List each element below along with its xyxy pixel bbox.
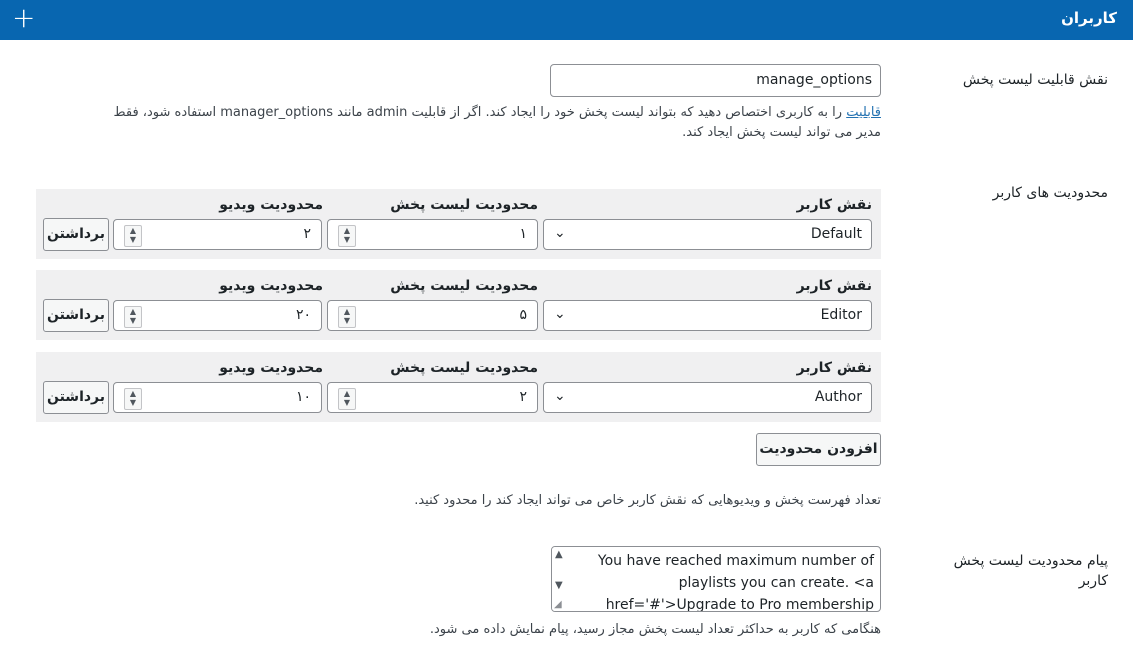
playlist-limit-value: ۵: [519, 307, 527, 323]
message-label: پیام محدودیت لیست پخش کاربر: [953, 553, 1108, 589]
capability-desc-line2: مدیر می تواند لیست پخش ایجاد کند.: [682, 125, 881, 140]
video-limit-input[interactable]: [113, 382, 322, 413]
role-select-value: Default: [810, 226, 862, 242]
role-select[interactable]: [543, 300, 872, 331]
col-video-header: محدودیت ویدیو: [219, 278, 323, 294]
add-icon[interactable]: +: [12, 1, 36, 34]
col-playlist-header: محدودیت لیست پخش: [390, 278, 538, 294]
capability-desc-text: را به کاربری اختصاص دهید که بتواند لیست پخش خود را ایجاد کند. اگر از قابلیت admin مانند manager_options استفاده شود، فقط: [113, 105, 847, 120]
col-video-header: محدودیت ویدیو: [219, 197, 323, 213]
video-limit-input[interactable]: [113, 219, 322, 250]
limits-label: محدودیت های کاربر: [992, 185, 1108, 201]
limit-row: [36, 270, 881, 340]
limit-row: [36, 352, 881, 422]
page-title: کاربران: [1061, 9, 1117, 27]
col-role-header: نقش کاربر: [796, 278, 872, 294]
chevron-down-icon: ⌄: [554, 306, 566, 322]
spinner-icon[interactable]: ▲ ▼: [124, 225, 142, 247]
role-select-value: Editor: [820, 307, 862, 323]
capability-link[interactable]: قابلیت: [846, 105, 881, 120]
message-text: You have reached maximum number of playlists you can create. <a href='#'>Upgrade to Pro membership: [597, 553, 874, 612]
col-playlist-header: محدودیت لیست پخش: [390, 360, 538, 376]
message-description: هنگامی که کاربر به حداکثر تعداد لیست پخش مجاز رسید، پیام نمایش داده می شود.: [429, 622, 881, 637]
spinner-icon[interactable]: ▲ ▼: [124, 388, 142, 410]
role-select-value: Author: [814, 389, 862, 405]
chevron-down-icon: ⌄: [554, 225, 566, 241]
playlist-limit-input[interactable]: [327, 382, 538, 413]
spinner-icon[interactable]: ▲ ▼: [338, 388, 356, 410]
col-playlist-header: محدودیت لیست پخش: [390, 197, 538, 213]
role-select[interactable]: [543, 219, 872, 250]
playlist-limit-value: ۱: [519, 226, 527, 242]
remove-button[interactable]: برداشتن: [43, 381, 109, 414]
playlist-limit-input[interactable]: [327, 300, 538, 331]
capability-label: نقش قابلیت لیست پخش: [962, 72, 1108, 88]
playlist-limit-input[interactable]: [327, 219, 538, 250]
header-bar: [0, 0, 1133, 40]
playlist-limit-value: ۲: [519, 389, 527, 405]
col-role-header: نقش کاربر: [796, 197, 872, 213]
limit-row: [36, 189, 881, 259]
col-video-header: محدودیت ویدیو: [219, 360, 323, 376]
scroll-down-icon[interactable]: ▼: [555, 580, 563, 591]
col-role-header: نقش کاربر: [796, 360, 872, 376]
role-select[interactable]: [543, 382, 872, 413]
chevron-down-icon: ⌄: [554, 388, 566, 404]
video-limit-value: ۲۰: [295, 307, 311, 323]
remove-button[interactable]: برداشتن: [43, 218, 109, 251]
capability-input[interactable]: manage_options: [550, 64, 881, 97]
capability-description: [40, 103, 881, 143]
scroll-up-icon[interactable]: ▲: [555, 549, 563, 560]
spinner-icon[interactable]: ▲ ▼: [338, 306, 356, 328]
add-limit-button[interactable]: افزودن محدودیت: [756, 433, 881, 466]
spinner-icon[interactable]: ▲ ▼: [124, 306, 142, 328]
video-limit-value: ۱۰: [295, 389, 311, 405]
message-textarea[interactable]: [551, 546, 881, 612]
spinner-icon[interactable]: ▲ ▼: [338, 225, 356, 247]
remove-button[interactable]: برداشتن: [43, 299, 109, 332]
video-limit-input[interactable]: [113, 300, 322, 331]
limits-description: تعداد فهرست پخش و ویدیوهایی که نقش کاربر خاص می تواند ایجاد کند را محدود کنید.: [414, 493, 881, 508]
video-limit-value: ۲: [303, 226, 311, 242]
resize-handle-icon[interactable]: ◢: [554, 599, 562, 610]
